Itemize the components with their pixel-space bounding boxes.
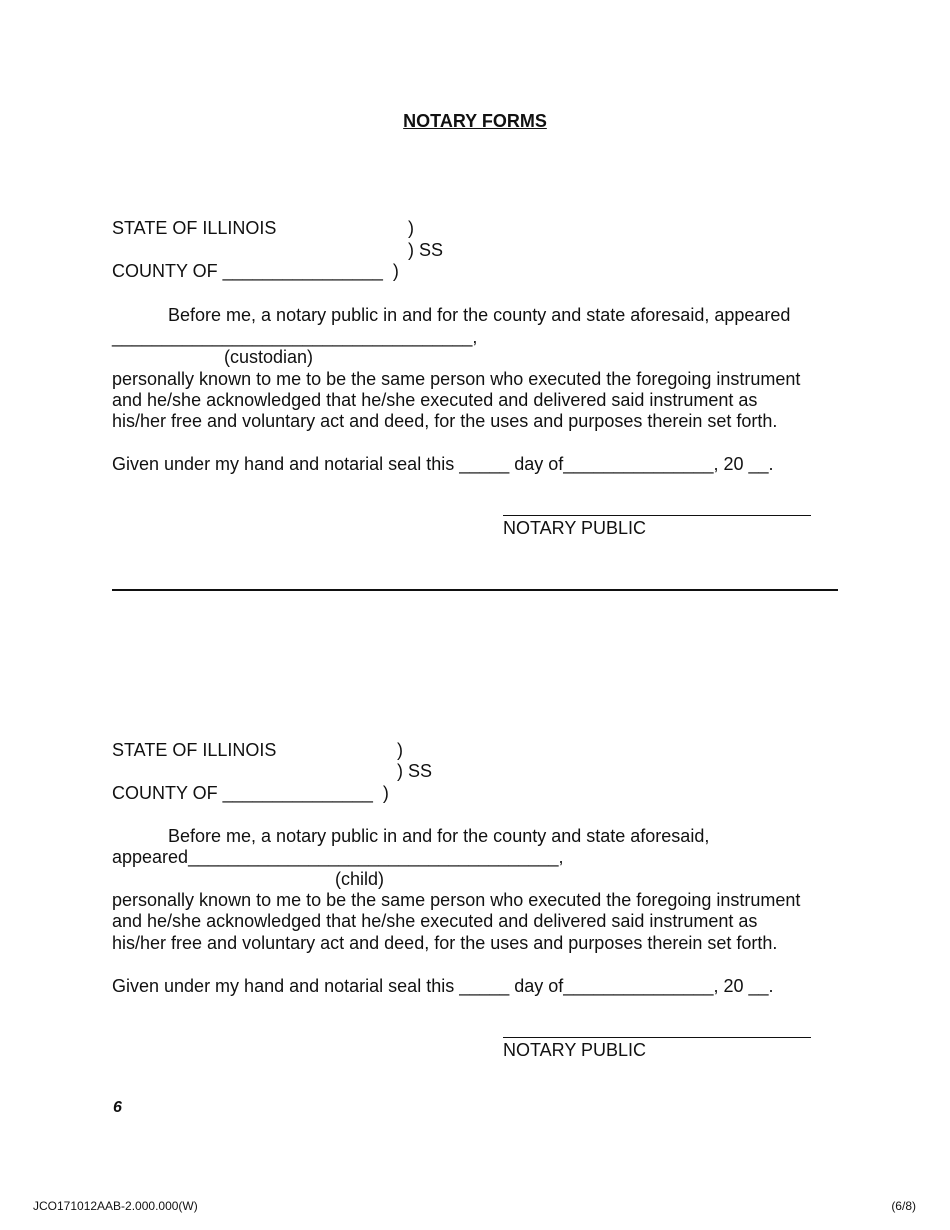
child-caption: (child) [335,869,385,889]
signature-line [503,515,811,516]
state-label: STATE OF ILLINOIS [112,740,277,760]
footer-page-of: (6/8) [891,1199,916,1213]
given-line: Given under my hand and notarial seal this _____ day of_______________, 20 __. [112,454,774,474]
page-number: 6 [113,1099,122,1116]
footer-doc-code: JCO171012AAB-2.000.000(W) [33,1199,198,1213]
notary-public-label: NOTARY PUBLIC [503,518,647,538]
ss-label: ) SS [397,761,433,781]
custodian-name-line: ____________________________________, [112,327,478,347]
body-line-1: personally known to me to be the same person who executed the foregoing instrument [112,369,801,389]
custodian-caption: (custodian) [224,347,314,367]
given-line: Given under my hand and notarial seal this _____ day of_______________, 20 __. [112,976,774,996]
body-line-3: his/her free and voluntary act and deed, for the uses and purposes therein set forth. [112,411,778,431]
venue-paren: ) [408,218,414,238]
child-name-line: appeared_____________________________________, [112,847,564,867]
intro-text: Before me, a notary public in and for the county and state aforesaid, [168,826,710,846]
intro-text: Before me, a notary public in and for the county and state aforesaid, appeared [168,305,791,325]
signature-line [503,1037,811,1038]
page-title: NOTARY FORMS [403,111,547,131]
body-line-2: and he/she acknowledged that he/she executed and delivered said instrument as [112,911,758,931]
ss-label: ) SS [408,240,444,260]
county-field: COUNTY OF _______________ ) [112,783,389,803]
notary-public-label: NOTARY PUBLIC [503,1040,647,1060]
section-divider [112,589,838,591]
body-line-3: his/her free and voluntary act and deed, for the uses and purposes therein set forth. [112,933,778,953]
state-label: STATE OF ILLINOIS [112,218,277,238]
body-line-2: and he/she acknowledged that he/she executed and delivered said instrument as [112,390,758,410]
venue-paren: ) [397,740,403,760]
body-line-1: personally known to me to be the same person who executed the foregoing instrument [112,890,801,910]
county-field: COUNTY OF ________________ ) [112,261,399,281]
